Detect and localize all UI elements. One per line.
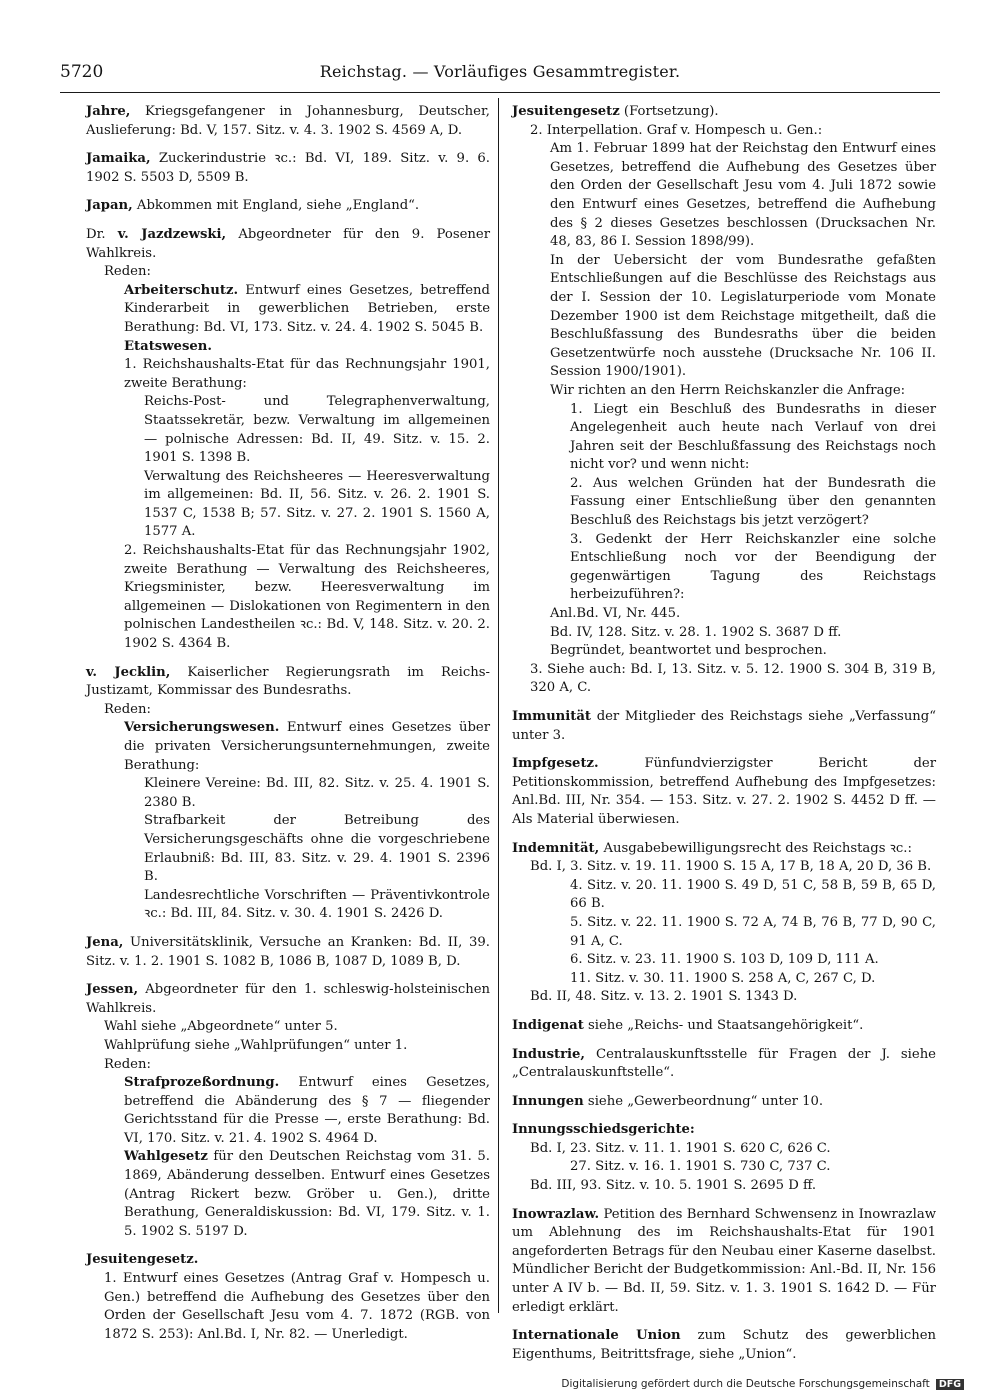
column-divider	[498, 98, 499, 1313]
entry-subline	[86, 1270, 490, 1344]
entry-subline	[512, 252, 936, 382]
subline-text: Entwurf eines Gesetzes, betreffend Kinderarbeit in gewerblichen Betrieben, erste Berathung: Bd. VI, 173. Sitz. v. 24. 4. 1902 S. 5045 B.	[124, 282, 490, 335]
entry-subline	[86, 468, 490, 542]
entry-subline	[86, 701, 490, 720]
entry-subline	[512, 877, 936, 914]
index-entry	[512, 840, 936, 1007]
entry-prefix: Dr.	[86, 226, 118, 242]
subline-text: 3. Siehe auch: Bd. I, 13. Sitz. v. 5. 12. 1900 S. 304 B, 319 B, 320 A, C.	[530, 661, 936, 696]
subline-text: Verwaltung des Reichsheeres — Heeresverwaltung im allgemeinen: Bd. II, 56. Sitz. v. 26. 2. 1901 S. 1537 C, 1538 B; 57. Sitz. v. 27. 2. 1901 S. 1560 A, 1577 A.	[144, 468, 490, 540]
entry-subline	[86, 338, 490, 357]
entry-text: siehe „Gewerbeordnung“ unter 10.	[583, 1093, 824, 1109]
subline-text: Begründet, beantwortet und besprochen.	[550, 643, 827, 659]
entry-subline	[512, 661, 936, 698]
entry-headword: v. Jazdzewski,	[117, 226, 227, 242]
entry-head	[512, 840, 936, 859]
subline-label: Wahlgesetz	[124, 1149, 208, 1165]
entry-subline	[86, 1074, 490, 1148]
subline-text: 2. Aus welchen Gründen hat der Bundesrath die Fassung einer Entschließung über den genannten Beschluß des Reichstags bis jetzt verzögert?	[570, 475, 936, 529]
entry-subline	[86, 282, 490, 338]
dfg-logo: DFG	[936, 1379, 964, 1390]
entry-subline	[86, 542, 490, 654]
subline-text: Landesrechtliche Vorschriften — Präventivkontrole ꝛc.: Bd. III, 84. Sitz. v. 30. 4. 1901 S. 2426 D.	[144, 887, 490, 922]
entry-head	[512, 1046, 936, 1083]
index-entry	[512, 103, 936, 698]
subline-text: 6. Sitz. v. 23. 11. 1900 S. 103 D, 109 D, 111 A.	[570, 952, 879, 968]
subline-text: Reden:	[104, 264, 151, 280]
entry-head	[86, 103, 490, 140]
entry-text: Fünfundvierzigster Bericht der Petitionskommission, betreffend Aufhebung des Impfgesetzes: Anl.Bd. III, Nr. 354. — 153. Sitz. v. 27. 2. 1902 S. 4452 D ff. — Als Material überwiesen.	[512, 756, 936, 827]
header-rule	[60, 92, 940, 93]
subline-text: Bd. IV, 128. Sitz. v. 28. 1. 1902 S. 3687 D ff.	[550, 624, 842, 640]
entry-headword: Japan,	[86, 198, 133, 214]
index-entry	[512, 1121, 936, 1195]
entry-text: Universitätsklinik, Versuche an Kranken: Bd. II, 39. Sitz. v. 1. 2. 1901 S. 1082 B, 1086 B, 1087 D, 1089 B, D.	[86, 934, 490, 969]
entry-headword: Jesuitengesetz	[512, 104, 620, 119]
entry-text: siehe „Reichs- und Staatsangehörigkeit“.	[583, 1017, 864, 1033]
entry-subline	[512, 970, 936, 989]
entry-headword: Impfgesetz.	[512, 756, 599, 772]
page-header	[60, 62, 940, 88]
subline-text: Bd. I, 23. Sitz. v. 11. 1. 1901 S. 620 C, 626 C.	[530, 1140, 831, 1156]
entry-subline	[512, 122, 936, 141]
entry-text: Kriegsgefangener in Johannesburg, Deutscher, Auslieferung: Bd. V, 157. Sitz. v. 4. 3. 1902 S. 4569 A, D.	[86, 104, 490, 138]
entry-subline	[512, 401, 936, 475]
entry-head	[86, 981, 490, 1018]
entry-subline	[86, 1056, 490, 1075]
entry-subline	[512, 951, 936, 970]
entry-headword: Innungen	[512, 1093, 584, 1109]
entry-text: Petition des Bernhard Schwensenz in Inowrazlaw um Ablehnung des im Reichshaushalts-Etat für 1901 angeforderten Betrags für den Neubau einer Kaserne daselbst. Mündlicher Bericht der Budgetkommission: Anl.-Bd. II, Nr. 156 unter A IV b. — Bd. II, 59. Sitz. v. 1. 3. 1901 S. 1642 D. — Für erledigt erklärt.	[512, 1206, 936, 1315]
index-entry	[86, 1251, 490, 1344]
index-entry	[86, 981, 490, 1241]
entry-head	[512, 1017, 936, 1036]
entry-subline	[512, 531, 936, 605]
subline-text: Anl.Bd. VI, Nr. 445.	[550, 606, 681, 622]
entry-subline	[86, 1018, 490, 1037]
entry-subline	[86, 775, 490, 812]
subline-text: Bd. I, 3. Sitz. v. 19. 11. 1900 S. 15 A, 17 B, 18 A, 20 D, 36 B.	[530, 859, 932, 875]
entry-text: Kaiserlicher Regierungsrath im Reichs-Justizamt, Kommissar des Bundesraths.	[86, 664, 490, 699]
subline-text: Kleinere Vereine: Bd. III, 82. Sitz. v. 25. 4. 1901 S. 2380 B.	[144, 776, 490, 810]
page-number: 5720	[60, 62, 104, 82]
subline-text: Reichs-Post- und Telegraphenverwaltung, Staatssekretär, bezw. Verwaltung im allgemeinen — polnische Adressen: Bd. II, 49. Sitz. v. 15. 2. 1901 S. 1398 B.	[144, 394, 490, 466]
footer-credit: Digitalisierung gefördert durch die Deutsche Forschungsgemeinschaft	[561, 1378, 930, 1390]
subline-label: Strafprozeßordnung.	[124, 1075, 280, 1091]
entry-subline	[512, 914, 936, 951]
entry-text: Abgeordneter für den 9. Posener Wahlkreis.	[86, 226, 491, 261]
index-entry	[86, 934, 490, 971]
entry-subline	[86, 812, 490, 886]
entry-head	[512, 1206, 936, 1318]
subline-text: 1. Entwurf eines Gesetzes (Antrag Graf v. Hompesch u. Gen.) betreffend die Aufhebung des Gesetzes über den Orden der Gesellschaft Jesu vom 4. 7. 1872 (RGB. von 1872 S. 253): Anl.Bd. I, Nr. 82. — Unerledigt.	[104, 1271, 490, 1342]
footer	[561, 1378, 964, 1390]
entry-text: Abkommen mit England, siehe „England“.	[132, 198, 420, 214]
entry-text: zum Schutz des gewerblichen Eigenthums, Beitrittsfrage, siehe „Union“.	[512, 1328, 937, 1362]
entry-headword: Jesuitengesetz.	[86, 1252, 199, 1268]
subline-text: Am 1. Februar 1899 hat der Reichstag den Entwurf eines Gesetzes, betreffend die Aufhebung des Gesetzes über den Orden der Gesellschaft Jesu vom 4. Juli 1872 sowie den Entwurf eines Gesetzes, betreffend die Aufhebung des § 2 dieses Gesetzes beschlossen (Drucksachen Nr. 48, 83, 86 I. Session 1898/99).	[550, 141, 936, 250]
entry-subline	[86, 356, 490, 393]
entry-head	[512, 1327, 936, 1364]
entry-headword: Indemnität,	[512, 840, 600, 856]
entry-head	[86, 1251, 490, 1270]
entry-subline	[512, 382, 936, 401]
subline-label: Etatswesen.	[124, 338, 212, 354]
entry-subline	[86, 263, 490, 282]
entry-subline	[512, 1177, 936, 1196]
entry-head	[512, 1093, 936, 1112]
subline-text: 5. Sitz. v. 22. 11. 1900 S. 72 A, 74 B, 76 B, 77 D, 90 C, 91 A, C.	[570, 914, 936, 949]
subline-text: für den Deutschen Reichstag vom 31. 5. 1869, Abänderung desselben. Entwurf eines Gesetzes (Antrag Rickert bezw. Gröber u. Gen.), dritte Berathung, Generaldiskussion: Bd. VI, 179. Sitz. v. 1. 5. 1902 S. 5197 D.	[124, 1149, 490, 1239]
entry-head	[512, 1121, 936, 1140]
entry-text: der Mitglieder des Reichstags siehe „Verfassung“ unter 3.	[512, 709, 936, 743]
entry-headword: Immunität	[512, 709, 591, 724]
entry-subline	[86, 887, 490, 924]
index-entry	[86, 103, 490, 140]
subline-text: 27. Sitz. v. 16. 1. 1901 S. 730 C, 737 C.	[570, 1159, 831, 1175]
entry-headword: Industrie,	[512, 1046, 586, 1062]
index-entry	[86, 226, 490, 654]
entry-subline	[512, 140, 936, 252]
subline-text: Bd. III, 93. Sitz. v. 10. 5. 1901 S. 2695 D ff.	[530, 1178, 817, 1194]
entry-subline	[512, 988, 936, 1007]
index-entry	[512, 755, 936, 829]
entry-subline	[86, 1148, 490, 1241]
entry-head	[512, 708, 936, 745]
subline-text: Reden:	[104, 701, 151, 717]
entry-head	[86, 934, 490, 971]
subline-text: 11. Sitz. v. 30. 11. 1900 S. 258 A, C, 267 C, D.	[570, 970, 876, 986]
index-entry	[512, 1017, 936, 1036]
entry-head	[86, 226, 490, 263]
entry-headword: Internationale Union	[512, 1328, 681, 1344]
entry-subline	[86, 1037, 490, 1056]
entry-subline	[86, 393, 490, 467]
entry-headword: Jahre,	[86, 104, 131, 119]
index-entry	[86, 197, 490, 216]
left-column	[86, 103, 490, 1354]
subline-text: 2. Reichshaushalts-Etat für das Rechnungsjahr 1902, zweite Berathung — Verwaltung des Reichsheeres, Kriegsminister, bezw. Heeresverwaltung im allgemeinen — Dislokationen von Regimentern in den polnischen Landestheilen ꝛc.: Bd. V, 148. Sitz. v. 20. 2. 1902 S. 4364 B.	[124, 543, 490, 652]
entry-text: Ausgabebewilligungsrecht des Reichstags ꝛc.:	[599, 840, 912, 856]
subline-text: Wahlprüfung siehe „Wahlprüfungen“ unter 1.	[104, 1037, 408, 1053]
subline-text: In der Uebersicht der vom Bundesrathe gefaßten Entschließungen auf die Beschlüsse des Reichstags aus der I. Session der 10. Legislaturperiode vom Monate Dezember 1900 ist dem Reichstage mitgetheilt, daß die Beschlußfassung des Bundesraths über die beiden Gesetzentwürfe noch ausstehe (Drucksache Nr. 106 II. Session 1900/1901).	[550, 252, 936, 380]
index-entry	[512, 708, 936, 745]
index-entry	[512, 1327, 936, 1364]
entry-subline	[512, 1158, 936, 1177]
subline-text: 1. Liegt ein Beschluß des Bundesraths in dieser Angelegenheit auch heute nach Verlauf von drei Jahren seit der Beschlußfassung des Reichstags noch nicht vor? und wenn nicht:	[570, 401, 936, 473]
subline-text: 1. Reichshaushalts-Etat für das Rechnungsjahr 1901, zweite Berathung:	[124, 357, 490, 391]
entry-headword: Jamaika,	[86, 151, 151, 167]
right-column	[512, 103, 936, 1374]
entry-text: Zuckerindustrie ꝛc.: Bd. VI, 189. Sitz. v. 9. 6. 1902 S. 5503 D, 5509 B.	[86, 151, 490, 185]
entry-head	[512, 755, 936, 829]
index-entry	[86, 664, 490, 924]
subline-label: Versicherungswesen.	[124, 720, 280, 736]
entry-subline	[512, 642, 936, 661]
entry-headword: Jena,	[86, 934, 124, 950]
entry-head	[86, 664, 490, 701]
entry-headword: Innungsschiedsgerichte:	[512, 1122, 695, 1138]
subline-text: Wir richten an den Herrn Reichskanzler die Anfrage:	[550, 382, 906, 398]
index-entry	[512, 1206, 936, 1318]
entry-subline	[512, 624, 936, 643]
entry-headword: Inowrazlaw.	[512, 1206, 600, 1222]
subline-label: Arbeiterschutz.	[124, 282, 239, 298]
index-entry	[86, 150, 490, 187]
subline-text: Wahl siehe „Abgeordnete“ unter 5.	[104, 1019, 338, 1035]
subline-text: Bd. II, 48. Sitz. v. 13. 2. 1901 S. 1343 D.	[530, 989, 798, 1005]
subline-text: 3. Gedenkt der Herr Reichskanzler eine solche Entschließung noch vor der Beendigung der gegenwärtigen Tagung des Reichstags herbeizuführen?:	[570, 531, 936, 603]
entry-subline	[86, 719, 490, 775]
index-entry	[512, 1093, 936, 1112]
entry-headword: Jessen,	[86, 982, 139, 998]
subline-text: 4. Sitz. v. 20. 11. 1900 S. 49 D, 51 C, 58 B, 59 B, 65 D, 66 B.	[570, 877, 936, 912]
subline-text: Strafbarkeit der Betreibung des Versicherungsgeschäfts ohne die vorgeschriebene Erlaubniß: Bd. III, 83. Sitz. v. 29. 4. 1901 S. 2396 B.	[144, 813, 490, 885]
entry-text: (Fortsetzung).	[619, 104, 719, 119]
index-entry	[512, 1046, 936, 1083]
subline-text: 2. Interpellation. Graf v. Hompesch u. Gen.:	[530, 122, 823, 138]
subline-text: Entwurf eines Gesetzes, betreffend die Abänderung des § 7 — fliegender Gerichtsstand für die Presse —, erste Berathung: Bd. VI, 170. Sitz. v. 21. 4. 1902 S. 4964 D.	[124, 1075, 490, 1146]
entry-text: Centralauskunftsstelle für Fragen der J. siehe „Centralauskunftstelle“.	[512, 1046, 936, 1081]
entry-headword: Indigenat	[512, 1017, 584, 1033]
subline-text: Reden:	[104, 1056, 151, 1072]
entry-subline	[512, 1140, 936, 1159]
running-title: Reichstag. — Vorläufiges Gesammtregister.	[319, 62, 681, 81]
subline-text: Entwurf eines Gesetzes über die privaten Versicherungsunternehmungen, zweite Berathung:	[124, 720, 490, 773]
entry-text: Abgeordneter für den 1. schleswig-holsteinischen Wahlkreis.	[86, 982, 490, 1016]
entry-head	[512, 103, 936, 122]
entry-subline	[512, 475, 936, 531]
entry-subline	[512, 858, 936, 877]
entry-head	[86, 150, 490, 187]
entry-head	[86, 197, 490, 216]
entry-headword: v. Jecklin,	[86, 664, 171, 680]
entry-subline	[512, 605, 936, 624]
